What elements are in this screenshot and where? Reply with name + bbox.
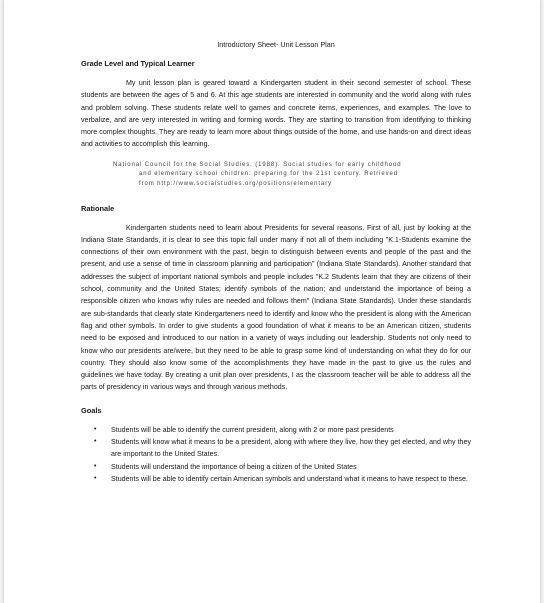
goal-text: Students will be able to identify certain American symbols and understand what it means to have respect to these. [111,474,468,483]
section-grade-level [81,59,471,190]
bullet-icon: • [94,474,97,482]
rationale-paragraph: Kindergarten students need to learn about Presidents for several reasons. First of all, just by looking at the Indiana State Standards, it is clear to see this topic fall under many if not all of them including "K.1-Students examine the connections of their own environment with the past, begin to distinguish between events and people of the past and the present, and use a sense of time in classroom planning and participation" (Indiana State Standards). Another standard that addresses the subject of important national symbols and people includes "K.2 Students learn that they are citizens of their school, community and the United States; identify symbols of the nation; and understand the importance of being a responsible citizen who knows why rules are needed and follows them" (Indiana State Standards). Under these standards are sub-standards that clearly state Kindergarteners need to identify and know who the president is along with the American flag and other symbols. In order to give students a good foundation of what it means to be an American citizen, students need to be exposed and introduced to our nation in a variety of ways including our leadership. Students not only need to know who our presidents are/were, but they need to be able to grasp some kind of understanding on what they do for our country. They should also know some of the accomplishments they have made in the past to give us the rules and guidelines we have today. By creating a unit plan over presidents, I as the classroom teacher will be able to address all the parts of presidency in various ways and through various methods. [81,223,471,392]
goal-text: Students will know what it means to be a president, along with where they live, how they get elected, and why they are important to the United States. [111,438,471,459]
goal-item [81,473,471,485]
section-goals [81,406,471,485]
citation [113,161,471,190]
bullet-icon: • [94,425,97,433]
goal-text: Students will be able to identify the current president, along with 2 or more past presidents [111,425,394,434]
citation-line-2: and elementary school children: preparing for the 21st century. Retrieved [139,171,399,178]
citation-line-1: National Council for the Social Studies. (1988). Social studies for early childhood [113,161,402,168]
document-page [4,0,540,603]
section-heading-grade-level: Grade Level and Typical Learner [81,59,195,68]
bullet-icon: • [94,462,97,470]
document-content [81,40,471,485]
section-rationale [81,204,471,394]
goal-item [81,461,471,473]
grade-level-paragraph: My unit lesson plan is geared toward a Kindergarten student in their second semester of school. These students are between the ages of 5 and 6. At this age students are interested in community and the world along with rules and problem solving. These students relate well to games and concrete items, experiences, and examples. The love to verbalize, and are very interested in writing and forming words. They are starting to transition from identifying to thinking more complex thoughts. They are ready to learn more about things outside of the home, and use hands-on and direct ideas and activities to accomplish this learning. [81,79,471,149]
goals-list [81,424,471,485]
section-heading-goals: Goals [81,405,102,415]
goal-item [81,424,471,436]
citation-line-3: from http://www.socialstudies.org/positions/elementary [139,180,332,187]
bullet-icon: • [94,438,97,446]
document-title: Introductory Sheet- Unit Lesson Plan [217,40,335,49]
goal-item [81,436,471,461]
goal-text: Students will understand the importance of being a citizen of the United States [111,462,357,471]
section-heading-rationale: Rationale [81,203,115,213]
